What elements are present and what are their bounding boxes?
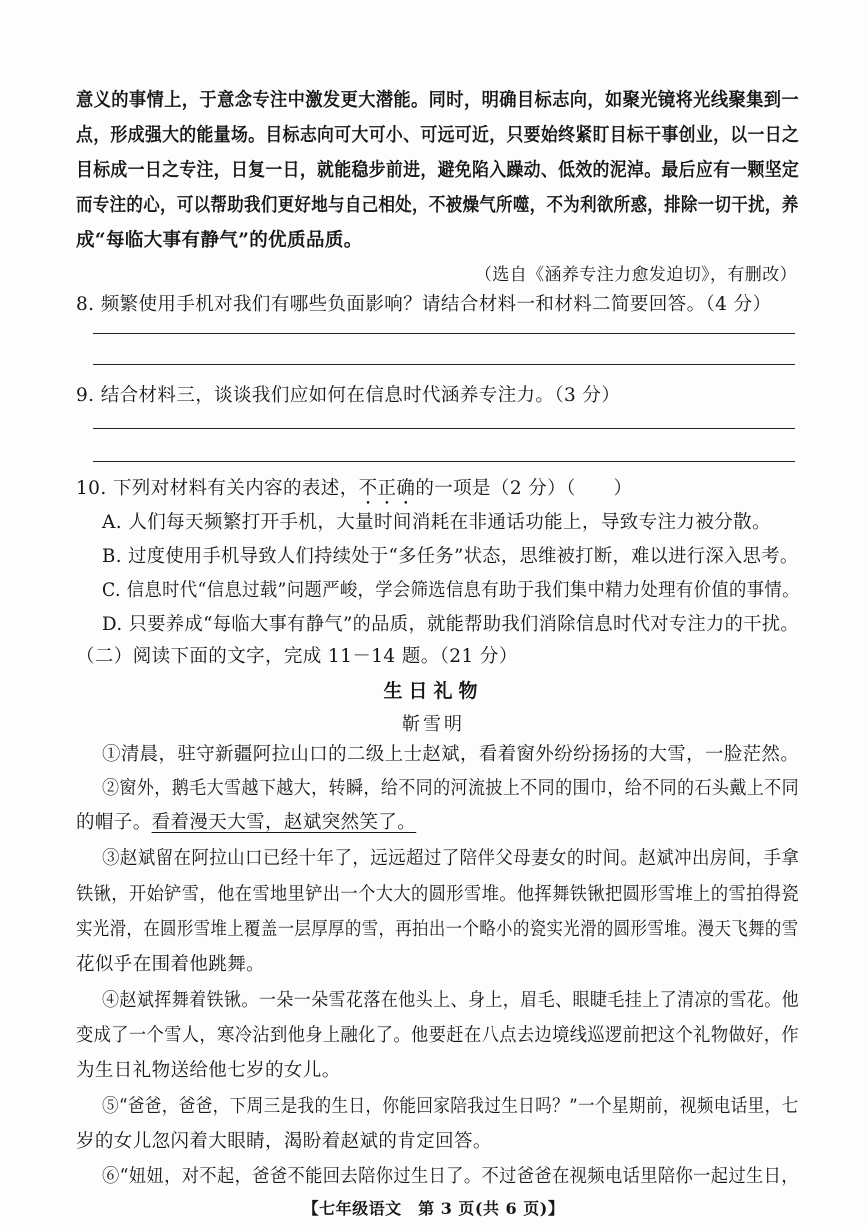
story-paragraph-1: ①清晨，驻守新疆阿拉山口的二级上士赵斌，看着窗外纷纷扬扬的大雪，一脸茫然。 — [102, 744, 800, 765]
story-title: 生日礼物 — [383, 680, 484, 702]
story-paragraph-4-line-3: 为生日礼物送给他七岁的女儿。 — [76, 1060, 341, 1081]
passage-line-2: 点，形成强大的能量场。目标志向可大可小、可远可近，只要始终紧盯目标干事创业，以一日之 — [76, 125, 800, 146]
story-author: 靳雪明 — [402, 714, 465, 735]
question-10 — [76, 474, 632, 509]
passage-line-3: 目标成一日之专注，日复一日，就能稳步前进，避免陷入躁动、低效的泥淖。最后应有一颗坚定 — [76, 160, 800, 181]
page-footer: 【七年级语文 第 3 页(共 6 页)】 — [302, 1199, 565, 1218]
story-paragraph-4-line-2: 变成了一个雪人，寒冷沾到他身上融化了。他要赶在八点去边境线巡逻前把这个礼物做好，作 — [76, 1025, 799, 1046]
answer-line-8a[interactable] — [93, 333, 795, 334]
option-c[interactable]: C. 信息时代“信息过载”问题严峻，学会筛选信息有助于我们集中精力处理有价值的事情。 — [102, 580, 800, 601]
question-10-suffix: 的一项是（2 分）（ ） — [415, 478, 633, 499]
underlined-sentence: 看着漫天大雪，赵斌突然笑了。 — [151, 812, 417, 833]
answer-line-9a[interactable] — [93, 428, 795, 429]
story-paragraph-6-line-1: ⑥“妞妞，对不起，爸爸不能回去陪你过生日了。不过爸爸在视频电话里陪你一起过生日， — [102, 1166, 799, 1187]
question-10-emphasis: 不正确 — [358, 478, 416, 499]
source-citation: （选自《涵养专注力愈发迫切》，有删改） — [474, 265, 797, 285]
option-d[interactable]: D. 只要养成“每临大事有静气”的品质，就能帮助我们消除信息时代对专注力的干扰。 — [102, 614, 800, 635]
option-b[interactable]: B. 过度使用手机导致人们持续处于“多任务”状态，思维被打断，难以进行深入思考。 — [102, 546, 799, 567]
passage-line-5: 成“每临大事有静气”的优质品质。 — [76, 230, 363, 251]
section-two-heading: （二）阅读下面的文字，完成 11－14 题。（21 分） — [76, 646, 518, 667]
passage-line-1: 意义的事情上，于意念专注中激发更大潜能。同时，明确目标志向，如聚光镜将光线聚集到一 — [76, 90, 799, 111]
story-paragraph-3-line-1: ③赵斌留在阿拉山口已经十年了，远远超过了陪伴父母妻女的时间。赵斌冲出房间，手拿 — [102, 848, 800, 869]
answer-line-8b[interactable] — [93, 364, 795, 365]
answer-line-9b[interactable] — [93, 461, 795, 462]
story-paragraph-3-line-3: 实光滑，在圆形雪堆上覆盖一层厚厚的雪，再拍出一个略小的瓷实光滑的圆形雪堆。漫天飞舞的雪 — [76, 919, 799, 940]
story-paragraph-5-line-1: ⑤“爸爸，爸爸，下周三是我的生日，你能回家陪我过生日吗？”一个星期前，视频电话里，七 — [102, 1096, 799, 1117]
question-10-prefix: 10. 下列对材料有关内容的表述， — [76, 478, 359, 499]
story-paragraph-2-line-1: ②窗外，鹅毛大雪越下越大，转瞬，给不同的河流披上不同的围巾，给不同的石头戴上不同 — [102, 778, 800, 799]
story-paragraph-4-line-1: ④赵斌挥舞着铁锹。一朵一朵雪花落在他头上、身上，眉毛、眼睫毛挂上了清凉的雪花。他 — [102, 990, 800, 1011]
question-8: 8. 频繁使用手机对我们有哪些负面影响？请结合材料一和材料二简要回答。（4 分） — [76, 294, 772, 315]
question-9: 9. 结合材料三，谈谈我们应如何在信息时代涵养专注力。（3 分） — [76, 385, 621, 406]
passage-line-4: 而专注的心，可以帮助我们更好地与自己相处，不被燥气所噬，不为利欲所惑，排除一切干扰，养 — [76, 195, 799, 216]
story-paragraph-5-line-2: 岁的女儿忽闪着大眼睛，渴盼着赵斌的肯定回答。 — [76, 1131, 492, 1152]
story-paragraph-2-text: 的帽子。 — [76, 812, 152, 833]
story-paragraph-3-line-2: 铁锹，开始铲雪，他在雪地里铲出一个大大的圆形雪堆。他挥舞铁锹把圆形雪堆上的雪拍得瓷 — [76, 884, 799, 905]
option-a[interactable]: A. 人们每天频繁打开手机，大量时间消耗在非通话功能上，导致专注力被分散。 — [102, 512, 771, 533]
story-paragraph-3-line-4: 花似乎在围着他跳舞。 — [76, 954, 266, 975]
story-paragraph-2-line-2 — [76, 808, 416, 834]
